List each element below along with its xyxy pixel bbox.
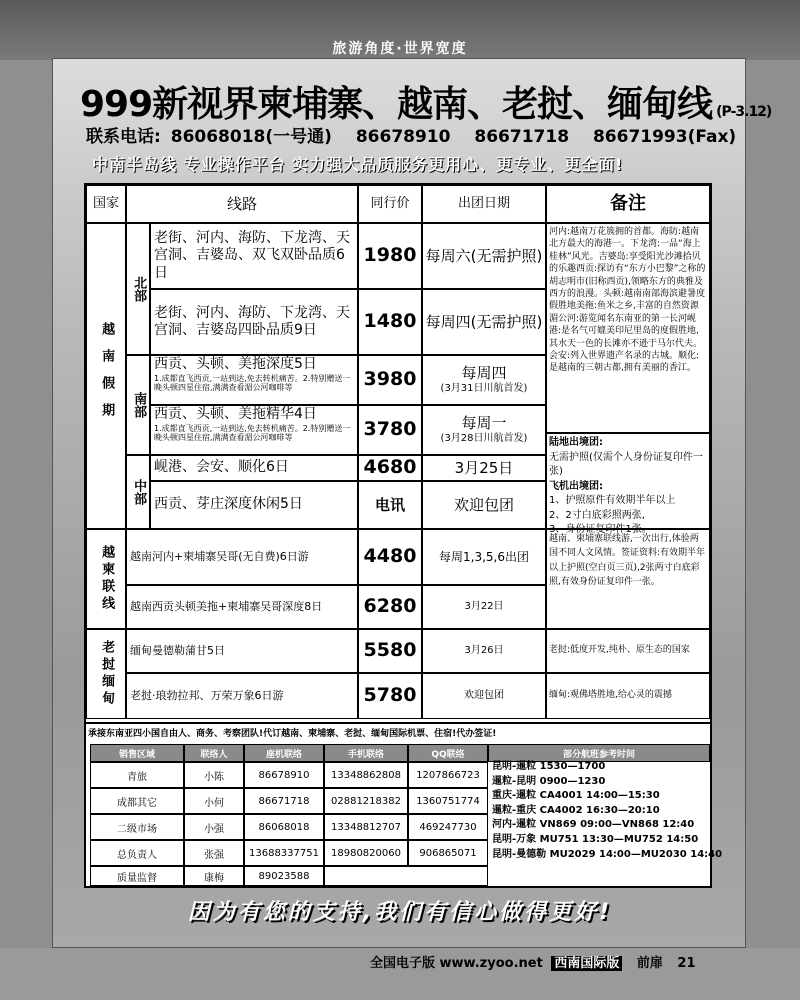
col-remark: 备注 [546,185,710,223]
date-sub: (3月31日川航首发) [440,383,528,395]
route-sub: 1.成都直飞西贡,一站到达,免去转机痛苦。2.特别赠送一晚头顿四星住宿,满满查看湄公河咖啡等 [154,423,351,443]
contact-cell: 13348862808 [324,762,408,788]
date-cell: 每周1,3,5,6出团 [422,529,546,585]
contact-header: 联络人 [184,744,244,762]
date-main: 每周一 [461,414,507,433]
note-viet-cambodia: 越南、柬埔寨联线游,一次出行,体验两国不同人文风情。签证资料:有效期半年以上护照(空白页三页),2张两寸白底彩照,有效身份证复印件一张。 [546,529,710,629]
date-sub: (3月28日川航首发) [440,433,528,445]
group-south: 南部 [126,355,150,455]
group-north: 北部 [126,223,150,355]
contact-cell: 906865071 [408,840,488,866]
price-cell: 5780 [358,673,422,719]
route-sub: 1.成都直飞西贡,一站到达,免去转机痛苦。2.特别赠送一晚头顿四星住宿,满满查看湄公河咖啡等 [154,373,351,393]
phone: 86068018(一号通) [170,127,332,147]
contact-cell: 86678910 [244,762,324,788]
contact-header: 手机联络 [324,744,408,762]
price-cell: 电讯 [358,481,422,529]
route-cell: 越南河内+柬埔寨吴哥(无自费)6日游 [126,529,358,585]
date-main: 每周四 [461,364,507,383]
route-cell: 越南西贡头顿美拖+柬埔寨吴哥深度8日 [126,585,358,629]
route-cell: 西贡、芽庄深度休闲5日 [150,481,358,529]
phone: 86678910 [355,127,451,147]
note-air-item: 3、身份证复印件1张。 [549,524,652,535]
contact-header: 座机联络 [244,744,324,762]
contact-cell: 张强 [184,840,244,866]
contact-cell: 469247730 [408,814,488,840]
route-title: 西贡、头顿、美拖深度5日 [154,356,317,372]
flight-item: 河内-暹粒 VN869 09:00—VN868 12:40 [492,819,695,831]
motto: 中南半岛线 专业操作平台 实力强大品质服务更用心、更专业、更全面! [92,155,624,174]
publisher-site[interactable]: 全国电子版 www.zyoo.net [370,956,543,971]
price-cell: 3980 [358,355,422,405]
flight-item: 昆明-万象 MU751 13:30—MU752 14:50 [492,833,699,845]
note-land-text: 无需护照(仅需个人身份证复印件一张) [549,451,703,477]
contact-cell: 89023588 [244,866,324,886]
header-slogan: 旅游角度·世界宽度 [332,41,468,57]
contact-cell: 康梅 [184,866,244,886]
note-land-title: 陆地出境团: [549,437,603,448]
publisher-section: 前扉 [636,956,663,971]
note-entry [546,433,710,535]
flight-list [492,760,723,862]
group-laos-myanmar: 老挝缅甸 [86,629,126,719]
group-vietnam: 越南假期 [86,223,126,529]
date-cell [422,355,546,405]
note-laos: 老挝:低度开发,纯朴、原生态的国家 [546,629,710,673]
price-cell: 4680 [358,455,422,481]
flight-item: 昆明-暹粒 1530—1700 [492,761,606,772]
contact-cell: 总负责人 [90,840,184,866]
contact-cell: 小何 [184,788,244,814]
contact-cell: 1360751774 [408,788,488,814]
price-cell: 4480 [358,529,422,585]
price-cell: 3780 [358,405,422,455]
contact-phones [86,122,754,147]
date-cell: 3月26日 [422,629,546,673]
page-number: 21 [677,956,696,971]
contact-cell: 成都其它 [90,788,184,814]
ad-code: (P-3.12) [716,104,772,120]
contact-cell: 青旅 [90,762,184,788]
contact-cell: 02881218382 [324,788,408,814]
group-central: 中部 [126,455,150,529]
route-cell [150,355,358,405]
route-title: 西贡、头顿、美拖精华4日 [154,406,317,422]
note-vietnam: 河内:越南万花簇拥的首都。海防:越南北方最大的海港一。下龙湾:一品“海上桂林”风光。吉婆岛:享受阳光沙滩拾贝的乐趣西贡:探访有“东方小巴黎”之称的胡志明市(旧称西贡),领略东方的典雅及西方的浪漫。头顿:越南南部海滨避暑度假胜地美拖:鱼米之乡,丰富的自然资源湄公河:游览闻名东南亚的第一长河岘港:是名气可媲美印尼里岛的度假胜地,其水天一色的长滩亦不逊于马尔代夫。会安:列入世界遗产名录的古城。顺化:是越南的三朝古都,拥有美丽的香江。 [546,223,710,433]
route-cell: 老街、河内、海防、下龙湾、天宫洞、吉婆岛、双飞双卧品质6日 [150,223,358,289]
note-air-title: 飞机出境团: [549,480,603,492]
note-myanmar: 缅甸:观佛塔胜地,给心灵的震撼 [546,673,710,719]
note-air-item: 1、护照原件有效期半年以上 [549,495,676,506]
contact-header: QQ联络 [408,744,488,762]
contact-cell: 小强 [184,814,244,840]
route-table [84,183,712,745]
col-price: 同行价 [358,185,422,223]
group-viet-cambodia: 越柬联线 [86,529,126,629]
footer-slogan: 因为有您的支持,我们有信心做得更好! [187,900,613,925]
col-route: 线路 [126,185,358,223]
phone: 86671718 [474,127,570,147]
contact-cell: 86671718 [244,788,324,814]
col-date: 出团日期 [422,185,546,223]
date-cell: 3月22日 [422,585,546,629]
price-cell: 1980 [358,223,422,289]
contact-cell: 1207866723 [408,762,488,788]
contact-cell: 13688337751 [244,840,324,866]
price-cell: 5580 [358,629,422,673]
price-cell: 1480 [358,289,422,355]
note-air-item: 2、2寸白底彩照两张, [549,509,645,521]
route-cell: 老街、河内、海防、下龙湾、天宫洞、吉婆岛四卧品质9日 [150,289,358,355]
col-country: 国家 [86,185,126,223]
contact-header: 销售区域 [90,744,184,762]
price-cell: 6280 [358,585,422,629]
publisher-edition: 西南国际版 [551,956,622,971]
date-cell: 每周四(无需护照) [422,289,546,355]
contact-cell: 二级市场 [90,814,184,840]
publisher-line [370,952,696,971]
service-notice: 承接东南亚四小国自由人、商务、考察团队!代订越南、柬埔寨、老挝、缅甸国际机票、住宿!代办签证! [88,729,497,739]
date-cell: 欢迎包团 [422,481,546,529]
flight-item: 昆明-曼德勒 MU2029 14:00—MU2030 14:40 [492,848,723,860]
date-cell [422,405,546,455]
ad-title: 999新视界柬埔寨、越南、老挝、缅甸线 (P-3.12) [80,84,772,125]
route-cell: 岘港、会安、顺化6日 [150,455,358,481]
route-cell [150,405,358,455]
contact-cell: 86068018 [244,814,324,840]
flight-item: 暹粒-昆明 0900—1230 [492,775,606,787]
route-cell: 老挝·琅勃拉邦、万荣万象6日游 [126,673,358,719]
flight-header: 部分航班参考时间 [488,744,710,762]
contact-cell: 质量监督 [90,866,184,886]
contact-cell: 18980820060 [324,840,408,866]
route-cell: 缅甸曼德勒蒲甘5日 [126,629,358,673]
date-cell: 每周六(无需护照) [422,223,546,289]
date-cell: 欢迎包团 [422,673,546,719]
phone: 86671993(Fax) [592,127,737,147]
flight-item: 重庆-暹粒 CA4001 14:00—15:30 [492,790,660,802]
contact-cell: 小陈 [184,762,244,788]
contact-cell: 13348812707 [324,814,408,840]
date-cell: 3月25日 [422,455,546,481]
contact-cell-empty [324,866,488,886]
contact-label: 联系电话: [86,127,161,147]
flight-item: 暹粒-重庆 CA4002 16:30—20:10 [492,804,660,816]
